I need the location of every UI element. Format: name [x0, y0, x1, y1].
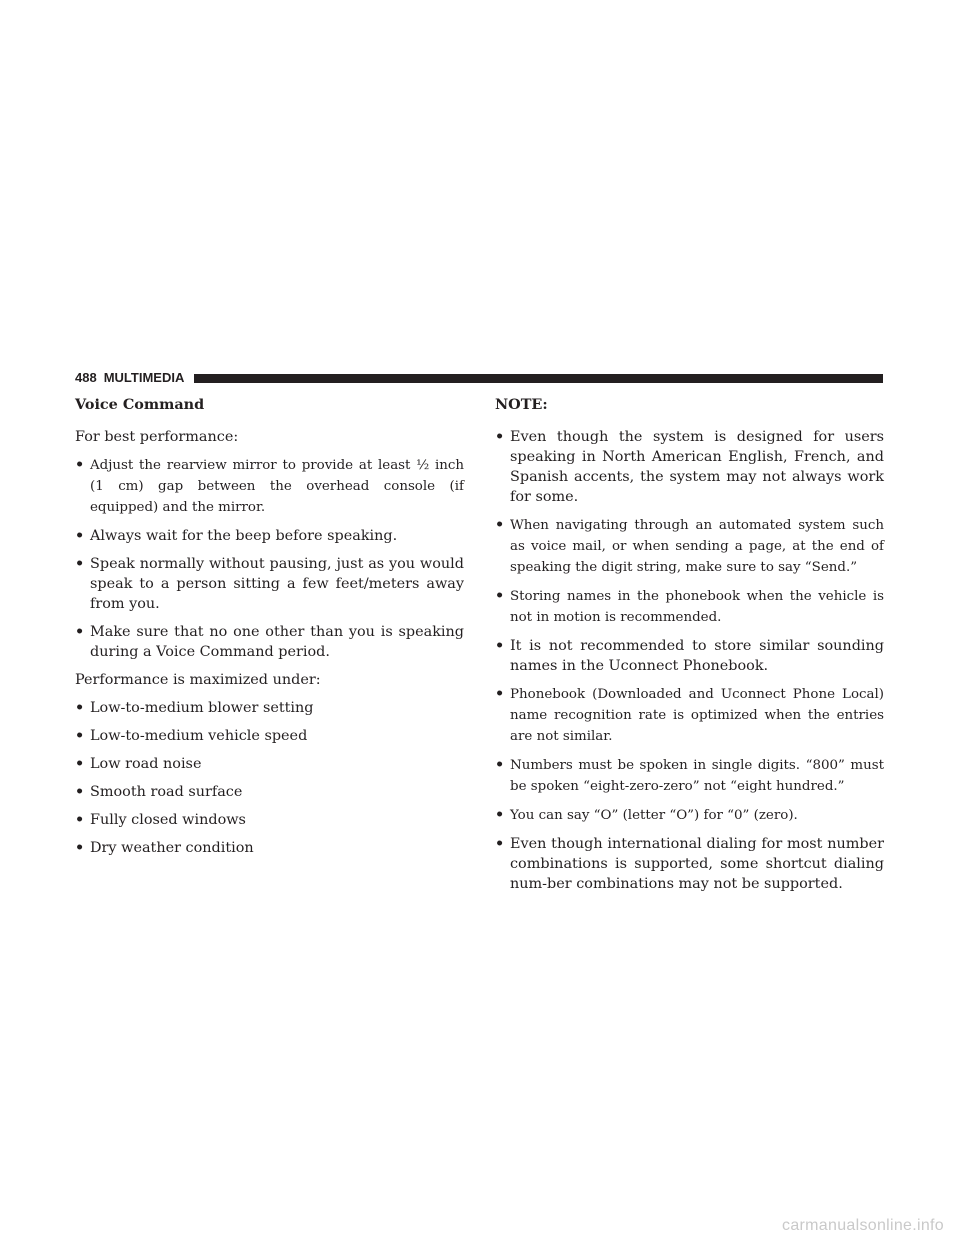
bullet-icon: • — [75, 527, 85, 544]
best-performance-list — [75, 455, 464, 662]
bullet-icon: • — [495, 637, 505, 654]
list-item: • Dry weather condition — [75, 839, 254, 856]
list-item: • Storing names in the phonebook when the vehicle is not in motion is recommended. — [495, 587, 884, 625]
list-item: • Even though the system is designed for users speaking in North American English, French, and Spanish accents, the system may not always work for some. — [495, 428, 884, 505]
left-column — [75, 392, 464, 866]
bullet-icon: • — [75, 727, 85, 744]
note-heading: NOTE: — [495, 396, 548, 413]
bullet-icon: • — [495, 685, 505, 702]
best-performance-intro: For best performance: — [75, 429, 239, 445]
bullet-icon: • — [75, 456, 85, 473]
list-item: • Smooth road surface — [75, 783, 243, 800]
bullet-icon: • — [495, 516, 505, 533]
note-list — [495, 427, 884, 894]
bullet-icon: • — [495, 587, 505, 604]
list-item: • Low road noise — [75, 755, 202, 772]
bullet-icon: • — [75, 811, 85, 828]
list-item: • You can say “O” (letter “O”) for “0” (zero). — [495, 806, 798, 823]
bullet-icon: • — [75, 783, 85, 800]
performance-list — [75, 698, 464, 858]
right-column — [495, 392, 884, 902]
section-title: MULTIMEDIA — [103, 370, 185, 385]
list-item: • Make sure that no one other than you is speaking during a Voice Command period. — [75, 623, 464, 660]
performance-intro: Performance is maximized under: — [75, 672, 321, 688]
bullet-icon: • — [495, 835, 505, 852]
bullet-icon: • — [75, 623, 85, 640]
list-item: • Low-to-medium blower setting — [75, 699, 314, 716]
bullet-icon: • — [75, 699, 85, 716]
list-item: • Fully closed windows — [75, 811, 246, 828]
bullet-icon: • — [495, 428, 505, 445]
bullet-icon: • — [495, 756, 505, 773]
watermark: carmanualsonline.info — [782, 1217, 944, 1234]
bullet-icon: • — [495, 806, 505, 823]
page-number: 488 — [75, 370, 97, 385]
list-item: • Always wait for the beep before speaking. — [75, 527, 398, 544]
page-header — [75, 371, 883, 385]
list-item: • Phonebook (Downloaded and Uconnect Phone Local) name recognition rate is optimized when the entries are not similar. — [495, 685, 884, 744]
bullet-icon: • — [75, 555, 85, 572]
list-item: • Low-to-medium vehicle speed — [75, 727, 308, 744]
list-item: • Speak normally without pausing, just as you would speak to a person sitting a few feet/meters away from you. — [75, 555, 464, 612]
list-item: • It is not recommended to store similar sounding names in the Uconnect Phonebook. — [495, 637, 884, 674]
header-rule — [194, 374, 883, 383]
bullet-icon: • — [75, 839, 85, 856]
bullet-icon: • — [75, 755, 85, 772]
voice-command-heading: Voice Command — [75, 396, 205, 413]
list-item: • Even though international dialing for most number combinations is supported, some shortcut dialing num-ber combinations may not be supported. — [495, 835, 884, 892]
list-item: • Adjust the rearview mirror to provide at least ½ inch (1 cm) gap between the overhead console (if equipped) and the mirror. — [75, 456, 464, 515]
list-item: • Numbers must be spoken in single digits. “800” must be spoken “eight-zero-zero” not “eight hundred.” — [495, 756, 884, 794]
list-item: • When navigating through an automated system such as voice mail, or when sending a page, at the end of speaking the digit string, make sure to say “Send.” — [495, 516, 884, 575]
